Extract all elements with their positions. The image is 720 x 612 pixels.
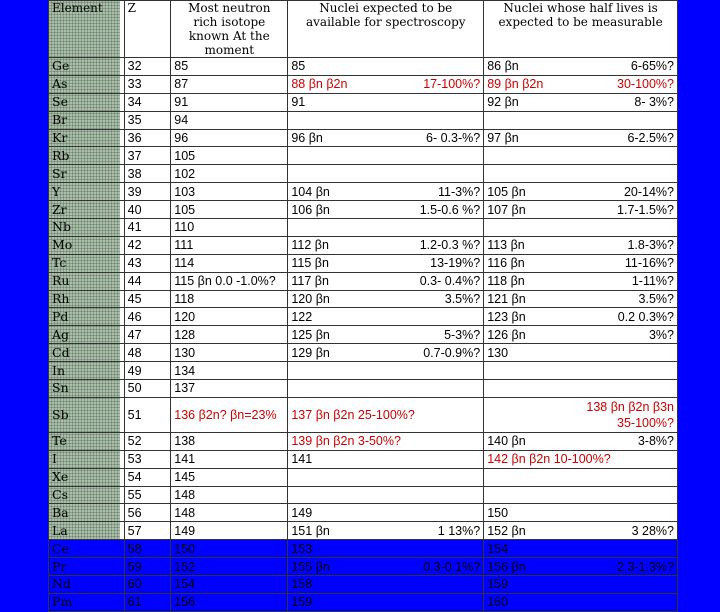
- spectroscopy-nucleus: 159: [291, 595, 313, 610]
- cell-spectroscopy: [288, 147, 484, 165]
- cell-spectroscopy: [288, 486, 484, 504]
- cell-half-lives: [484, 540, 678, 558]
- cell-half-lives: [484, 344, 678, 362]
- cell-z: 36: [124, 129, 171, 147]
- cell-z: 58: [124, 540, 171, 558]
- cell-most-neutron-rich: 105: [171, 147, 288, 165]
- half-life-nucleus: 123 βn: [487, 309, 526, 324]
- cell-z: 44: [124, 272, 171, 290]
- cell-spectroscopy: [288, 450, 484, 468]
- cell-spectroscopy: [288, 93, 484, 111]
- isotope-table: [48, 0, 678, 612]
- cell-element: Mo: [49, 236, 125, 254]
- table-row: [49, 147, 678, 165]
- spectroscopy-nucleus: 122: [291, 309, 313, 324]
- cell-most-neutron-rich: 148: [171, 486, 288, 504]
- half-life-nucleus: 113 βn: [487, 238, 525, 253]
- spectroscopy-nucleus: 104 βn: [291, 184, 330, 199]
- cell-most-neutron-rich: 96: [171, 129, 288, 147]
- cell-z: 41: [124, 219, 171, 237]
- cell-spectroscopy: [288, 540, 484, 558]
- spectroscopy-probability: 17-100%?: [423, 77, 481, 92]
- cell-element: Pd: [49, 308, 125, 326]
- table-row: [49, 326, 678, 344]
- spectroscopy-nucleus: 85: [291, 59, 306, 74]
- spectroscopy-nucleus: 115 βn: [291, 256, 329, 271]
- half-life-probability: 30-100%?: [617, 77, 674, 92]
- cell-element: As: [49, 75, 125, 93]
- table-row: [49, 504, 678, 522]
- cell-element: Nb: [49, 219, 125, 237]
- cell-element: Tc: [49, 254, 125, 272]
- cell-spectroscopy: [288, 75, 484, 93]
- cell-half-lives: [484, 147, 678, 165]
- cell-z: 51: [124, 397, 171, 432]
- header-half-lives: Nuclei whose half lives is expected to be measurable: [484, 1, 678, 58]
- table-row: [49, 486, 678, 504]
- table-row: [49, 362, 678, 380]
- spectroscopy-nucleus: 112 βn: [291, 238, 329, 253]
- cell-most-neutron-rich: 102: [171, 165, 288, 183]
- cell-element: Br: [49, 111, 125, 129]
- cell-half-lives: [484, 468, 678, 486]
- cell-element: Nd: [49, 576, 125, 594]
- half-life-nucleus: 107 βn: [487, 202, 526, 217]
- table-body: [49, 58, 678, 612]
- cell-element: Te: [49, 432, 125, 450]
- cell-most-neutron-rich: 128: [171, 326, 288, 344]
- table-row: [49, 397, 678, 432]
- table-row: [49, 308, 678, 326]
- table-row: [49, 290, 678, 308]
- table-row: [49, 576, 678, 594]
- cell-spectroscopy: [288, 201, 484, 219]
- half-life-nucleus: 160: [487, 595, 509, 610]
- cell-half-lives: [484, 397, 678, 432]
- header-element: Element: [49, 1, 125, 58]
- spectroscopy-nucleus: 153: [291, 541, 313, 556]
- cell-half-lives: [484, 165, 678, 183]
- cell-half-lives: [484, 486, 678, 504]
- cell-spectroscopy: [288, 344, 484, 362]
- spectroscopy-nucleus: 137 βn β2n 25-100%?: [291, 407, 415, 422]
- cell-z: 54: [124, 468, 171, 486]
- spectroscopy-probability: 0.7-0.9%?: [423, 345, 481, 360]
- cell-most-neutron-rich: 138: [171, 432, 288, 450]
- cell-z: 35: [124, 111, 171, 129]
- half-life-probability: 20-14%?: [623, 184, 674, 199]
- spectroscopy-nucleus: 158: [291, 577, 313, 592]
- half-life-nucleus: 116 βn: [487, 256, 525, 271]
- table-row: [49, 219, 678, 237]
- half-life-probability: 3-8%?: [637, 434, 674, 449]
- cell-most-neutron-rich: 141: [171, 450, 288, 468]
- cell-z: 52: [124, 432, 171, 450]
- cell-most-neutron-rich: 120: [171, 308, 288, 326]
- spectroscopy-probability: 0.3- 0.4%?: [419, 274, 481, 289]
- cell-most-neutron-rich: 103: [171, 183, 288, 201]
- cell-spectroscopy: [288, 183, 484, 201]
- spectroscopy-nucleus: 149: [291, 505, 313, 520]
- table-row: [49, 58, 678, 76]
- cell-z: 53: [124, 450, 171, 468]
- half-life-nucleus: 152 βn: [487, 523, 526, 538]
- table-row: [49, 522, 678, 540]
- cell-half-lives: [484, 593, 678, 611]
- half-life-probability: 35-100%?: [617, 415, 674, 430]
- cell-half-lives: [484, 129, 678, 147]
- cell-half-lives: [484, 522, 678, 540]
- cell-half-lives: [484, 201, 678, 219]
- cell-z: 61: [124, 593, 171, 611]
- table-row: [49, 540, 678, 558]
- cell-most-neutron-rich: 85: [171, 58, 288, 76]
- half-life-probability: 6-65%?: [630, 59, 674, 74]
- half-life-probability: 3.5%?: [638, 292, 674, 307]
- cell-most-neutron-rich: 111: [171, 236, 288, 254]
- cell-most-neutron-rich: 150: [171, 540, 288, 558]
- cell-half-lives: [484, 576, 678, 594]
- table-row: [49, 468, 678, 486]
- cell-spectroscopy: [288, 219, 484, 237]
- cell-z: 47: [124, 326, 171, 344]
- cell-z: 34: [124, 93, 171, 111]
- cell-half-lives: [484, 183, 678, 201]
- table-row: [49, 450, 678, 468]
- cell-most-neutron-rich: 137: [171, 380, 288, 398]
- half-life-probability: 11-16%?: [624, 256, 674, 271]
- header-z: Z: [124, 1, 171, 58]
- cell-spectroscopy: [288, 362, 484, 380]
- cell-element: Ag: [49, 326, 125, 344]
- half-life-nucleus: 89 βn β2n: [487, 77, 544, 92]
- cell-spectroscopy: [288, 111, 484, 129]
- cell-most-neutron-rich: 94: [171, 111, 288, 129]
- cell-z: 60: [124, 576, 171, 594]
- half-life-nucleus: 142 βn β2n 10-100%?: [487, 452, 611, 467]
- half-life-nucleus: 92 βn: [487, 95, 519, 110]
- table-row: [49, 129, 678, 147]
- table-row: [49, 593, 678, 611]
- cell-element: Cd: [49, 344, 125, 362]
- cell-spectroscopy: [288, 468, 484, 486]
- cell-element: La: [49, 522, 125, 540]
- cell-element: In: [49, 362, 125, 380]
- spectroscopy-probability: 13-19%?: [430, 256, 481, 271]
- half-life-nucleus: 105 βn: [487, 184, 526, 199]
- cell-z: 33: [124, 75, 171, 93]
- cell-spectroscopy: [288, 272, 484, 290]
- spectroscopy-nucleus: 96 βn: [291, 131, 323, 145]
- cell-most-neutron-rich: 91: [171, 93, 288, 111]
- spectroscopy-nucleus: 91: [291, 95, 306, 110]
- spectroscopy-nucleus: 117 βn: [291, 274, 329, 289]
- cell-half-lives: [484, 308, 678, 326]
- cell-most-neutron-rich: 114: [171, 254, 288, 272]
- cell-element: Sr: [49, 165, 125, 183]
- cell-spectroscopy: [288, 593, 484, 611]
- spectroscopy-nucleus: 129 βn: [291, 345, 330, 360]
- cell-most-neutron-rich: 136 β2n? βn=23%: [171, 397, 288, 432]
- spectroscopy-nucleus: 151 βn: [291, 523, 330, 538]
- cell-half-lives: [484, 380, 678, 398]
- cell-element: Ba: [49, 504, 125, 522]
- cell-spectroscopy: [288, 290, 484, 308]
- cell-z: 59: [124, 558, 171, 576]
- cell-half-lives: [484, 450, 678, 468]
- cell-most-neutron-rich: 134: [171, 362, 288, 380]
- table-row: [49, 93, 678, 111]
- half-life-nucleus: 159: [487, 577, 509, 592]
- cell-z: 55: [124, 486, 171, 504]
- half-life-nucleus: 156 βn: [487, 559, 526, 574]
- header-row: [49, 1, 678, 58]
- cell-half-lives: [484, 219, 678, 237]
- cell-z: 56: [124, 504, 171, 522]
- table-row: [49, 111, 678, 129]
- cell-z: 49: [124, 362, 171, 380]
- header-spectroscopy: Nuclei expected to be available for spectroscopy: [288, 1, 484, 58]
- cell-element: Rh: [49, 290, 125, 308]
- cell-most-neutron-rich: 87: [171, 75, 288, 93]
- cell-element: Sb: [49, 397, 125, 432]
- cell-z: 57: [124, 522, 171, 540]
- cell-half-lives: [484, 111, 678, 129]
- spectroscopy-nucleus: 106 βn: [291, 202, 330, 217]
- cell-most-neutron-rich: 105: [171, 201, 288, 219]
- table-row: [49, 201, 678, 219]
- cell-spectroscopy: [288, 165, 484, 183]
- table-row: [49, 236, 678, 254]
- spectroscopy-nucleus: 139 βn β2n 3-50%?: [291, 434, 401, 449]
- half-life-nucleus: 130: [487, 345, 509, 360]
- cell-most-neutron-rich: 148: [171, 504, 288, 522]
- cell-half-lives: [484, 504, 678, 522]
- cell-spectroscopy: [288, 504, 484, 522]
- cell-element: Xe: [49, 468, 125, 486]
- cell-most-neutron-rich: 156: [171, 593, 288, 611]
- spectroscopy-nucleus: 125 βn: [291, 327, 330, 342]
- half-life-nucleus: 97 βn: [487, 131, 519, 145]
- spectroscopy-nucleus: 120 βn: [291, 292, 330, 307]
- cell-spectroscopy: [288, 129, 484, 147]
- cell-element: I: [49, 450, 125, 468]
- cell-element: Y: [49, 183, 125, 201]
- half-life-probability: 1-11%?: [631, 274, 674, 289]
- cell-spectroscopy: [288, 236, 484, 254]
- cell-z: 42: [124, 236, 171, 254]
- spectroscopy-probability: 3.5%?: [444, 292, 481, 307]
- half-life-probability: 3 28%?: [631, 523, 674, 538]
- cell-element: Cs: [49, 486, 125, 504]
- cell-most-neutron-rich: 152: [171, 558, 288, 576]
- spectroscopy-probability: 1.2-0.3 %?: [419, 238, 481, 253]
- cell-spectroscopy: [288, 326, 484, 344]
- cell-spectroscopy: [288, 558, 484, 576]
- cell-spectroscopy: [288, 432, 484, 450]
- spectroscopy-probability: 5-3%?: [444, 327, 481, 342]
- half-life-nucleus: 121 βn: [487, 292, 526, 307]
- cell-z: 37: [124, 147, 171, 165]
- cell-spectroscopy: [288, 254, 484, 272]
- cell-half-lives: [484, 236, 678, 254]
- cell-half-lives: [484, 290, 678, 308]
- cell-element: Ce: [49, 540, 125, 558]
- spectroscopy-nucleus: 155 βn: [291, 559, 330, 574]
- half-life-probability: 6-2.5%?: [627, 131, 674, 145]
- cell-spectroscopy: [288, 397, 484, 432]
- cell-spectroscopy: [288, 576, 484, 594]
- cell-most-neutron-rich: 154: [171, 576, 288, 594]
- cell-element: Zr: [49, 201, 125, 219]
- half-life-nucleus: 154: [487, 541, 509, 556]
- half-life-nucleus: 150: [487, 505, 509, 520]
- half-life-nucleus: 86 βn: [487, 59, 519, 74]
- cell-half-lives: [484, 362, 678, 380]
- cell-z: 38: [124, 165, 171, 183]
- table-row: [49, 183, 678, 201]
- half-life-nucleus: 138 βn β2n β3n: [586, 399, 674, 414]
- half-life-nucleus: 140 βn: [487, 434, 526, 449]
- spectroscopy-probability: 1.5-0.6 %?: [419, 202, 481, 217]
- half-life-probability: 1.8-3%?: [627, 238, 674, 253]
- spectroscopy-nucleus: 88 βn β2n: [291, 77, 348, 92]
- half-life-probability: 2.3-1.3%?: [617, 559, 674, 574]
- half-life-nucleus: 126 βn: [487, 327, 526, 342]
- cell-half-lives: [484, 326, 678, 344]
- cell-half-lives: [484, 432, 678, 450]
- cell-z: 39: [124, 183, 171, 201]
- cell-spectroscopy: [288, 380, 484, 398]
- cell-element: Pm: [49, 593, 125, 611]
- cell-most-neutron-rich: 130: [171, 344, 288, 362]
- half-life-probability: 8- 3%?: [634, 95, 674, 110]
- half-life-nucleus: 118 βn: [487, 274, 525, 289]
- table-row: [49, 344, 678, 362]
- cell-element: Rb: [49, 147, 125, 165]
- table-sheet: [48, 0, 678, 610]
- cell-most-neutron-rich: 149: [171, 522, 288, 540]
- half-life-probability: 3%?: [648, 327, 674, 342]
- half-life-probability: 1.7-1.5%?: [617, 202, 674, 217]
- table-row: [49, 165, 678, 183]
- cell-half-lives: [484, 558, 678, 576]
- cell-half-lives: [484, 272, 678, 290]
- spectroscopy-probability: 0.3-0.1%?: [423, 559, 481, 574]
- cell-z: 50: [124, 380, 171, 398]
- cell-half-lives: [484, 58, 678, 76]
- cell-spectroscopy: [288, 308, 484, 326]
- cell-element: Sn: [49, 380, 125, 398]
- cell-element: Kr: [49, 129, 125, 147]
- cell-most-neutron-rich: 118: [171, 290, 288, 308]
- cell-most-neutron-rich: 145: [171, 468, 288, 486]
- table-row: [49, 380, 678, 398]
- table-row: [49, 75, 678, 93]
- table-row: [49, 432, 678, 450]
- cell-element: Se: [49, 93, 125, 111]
- cell-half-lives: [484, 93, 678, 111]
- cell-z: 48: [124, 344, 171, 362]
- cell-spectroscopy: [288, 58, 484, 76]
- cell-z: 32: [124, 58, 171, 76]
- cell-element: Ru: [49, 272, 125, 290]
- cell-most-neutron-rich: 110: [171, 219, 288, 237]
- spectroscopy-nucleus: 141: [291, 452, 313, 467]
- half-life-probability: 0.2 0.3%?: [617, 309, 674, 324]
- spectroscopy-probability: 6- 0.3-%?: [426, 131, 481, 145]
- cell-z: 40: [124, 201, 171, 219]
- cell-element: Ge: [49, 58, 125, 76]
- table-row: [49, 272, 678, 290]
- spectroscopy-probability: 11-3%?: [438, 184, 481, 199]
- header-most-neutron-rich: Most neutron rich isotope known At the moment: [171, 1, 288, 58]
- cell-element: Pr: [49, 558, 125, 576]
- cell-z: 43: [124, 254, 171, 272]
- cell-half-lives: [484, 75, 678, 93]
- spectroscopy-probability: 1 13%?: [437, 523, 481, 538]
- cell-spectroscopy: [288, 522, 484, 540]
- cell-z: 45: [124, 290, 171, 308]
- table-row: [49, 558, 678, 576]
- cell-most-neutron-rich: 115 βn 0.0 -1.0%?: [171, 272, 288, 290]
- table-row: [49, 254, 678, 272]
- cell-z: 46: [124, 308, 171, 326]
- cell-half-lives: [484, 254, 678, 272]
